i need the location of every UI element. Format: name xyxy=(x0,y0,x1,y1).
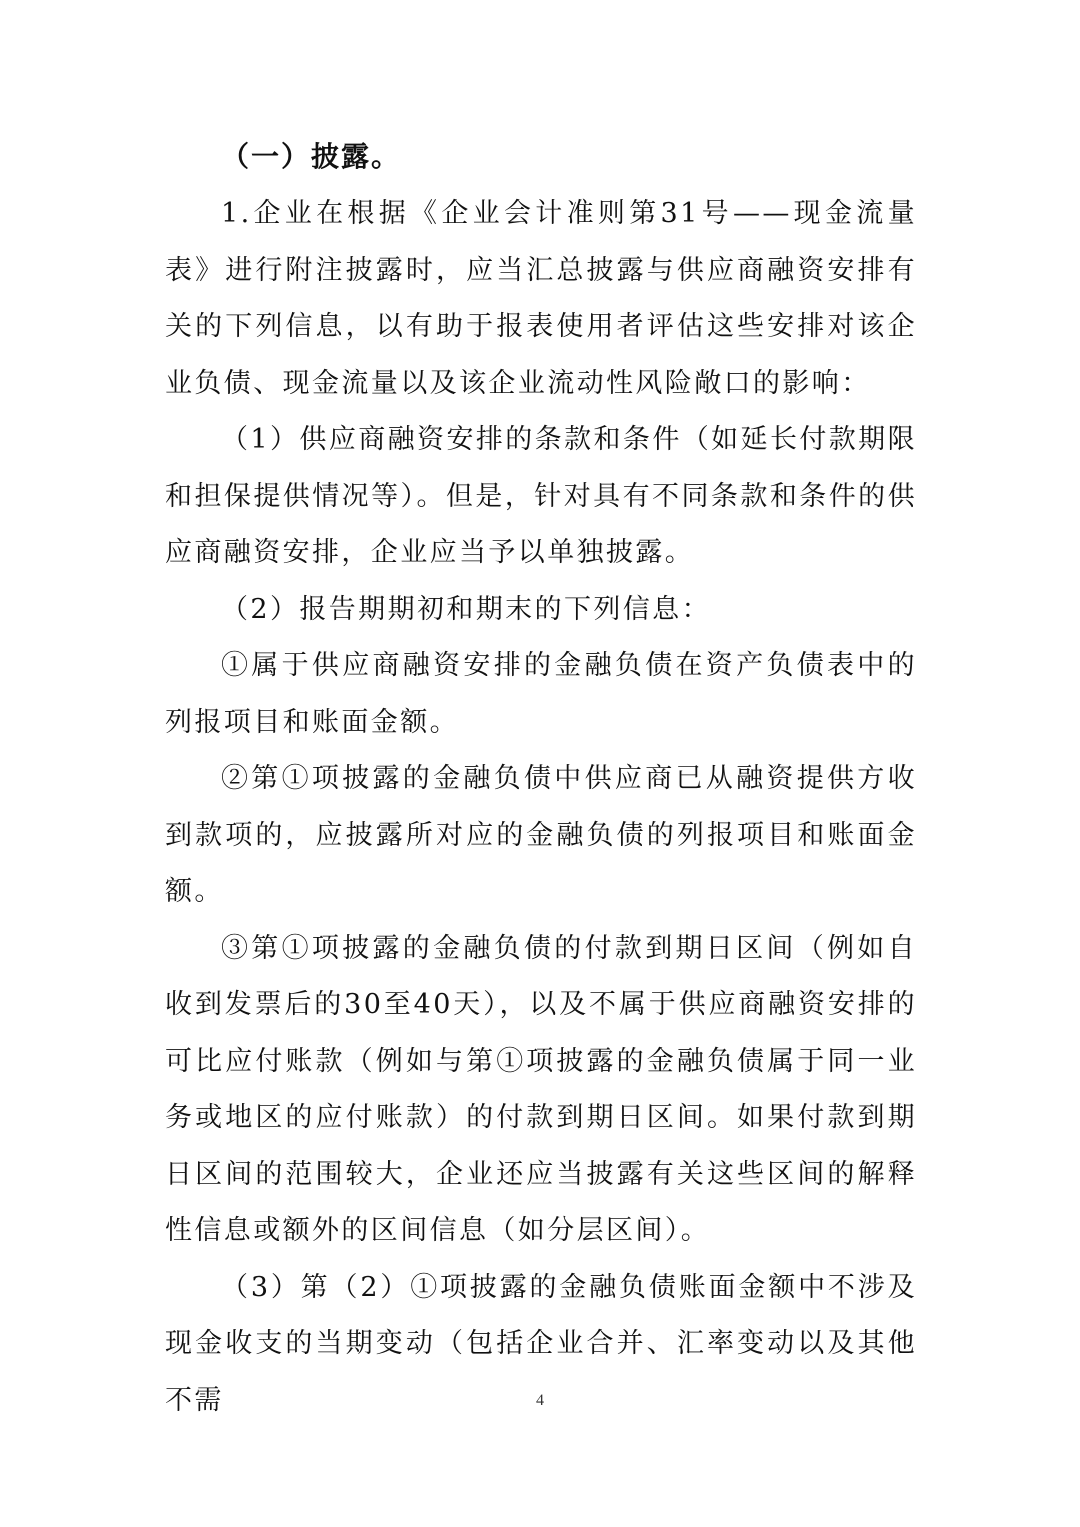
paragraph-subitem-2: ②第①项披露的金融负债中供应商已从融资提供方收到款项的，应披露所对应的金融负债的列报项目和账面金额。 xyxy=(165,763,917,907)
section-heading: （一）披露。 xyxy=(221,140,402,173)
paragraph-subitem-3: ③第①项披露的金融负债的付款到期日区间（例如自收到发票后的30至40天），以及不属于供应商融资安排的可比应付账款（例如与第①项披露的金融负债属于同一业务或地区的应付账款）的付款到期日区间。如果付款到期日区间的范围较大，企业还应当披露有关这些区间的解释性信息或额外的区间信息（如分层区间）。 xyxy=(165,932,917,1246)
paragraph-item-1: （1）供应商融资安排的条款和条件（如延长付款期限和担保提供情况等）。但是，针对具有不同条款和条件的供应商融资安排，企业应当予以单独披露。 xyxy=(165,424,917,568)
paragraph-item-3: （3）第（2）①项披露的金融负债账面金额中不涉及现金收支的当期变动（包括企业合并、汇率变动以及其他不需 xyxy=(165,1271,917,1416)
page-number: 4 xyxy=(536,1392,544,1409)
paragraph-subitem-1: ①属于供应商融资安排的金融负债在资产负债表中的列报项目和账面金额。 xyxy=(165,650,917,738)
page-body xyxy=(165,128,917,1429)
paragraph-item-2: （2）报告期期初和期末的下列信息： xyxy=(221,593,711,625)
paragraph-intro: 1.企业在根据《企业会计准则第31号——现金流量表》进行附注披露时，应当汇总披露与供应商融资安排有关的下列信息，以有助于报表使用者评估这些安排对该企业负债、现金流量以及该企业流动性风险敞口的影响： xyxy=(165,198,917,399)
